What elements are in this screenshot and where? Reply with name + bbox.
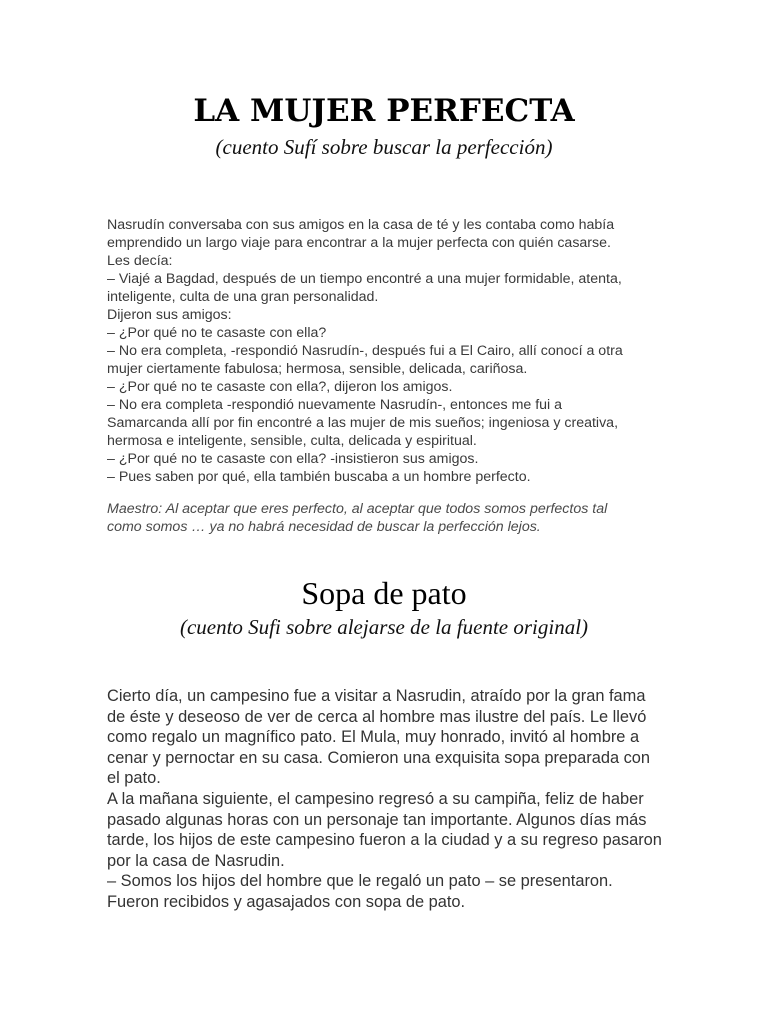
body-line: – No era completa -respondió nuevamente Nasrudín-, entonces me fui a bbox=[107, 397, 563, 413]
body-line: Fueron recibidos y agasajados con sopa de pato. bbox=[107, 892, 466, 911]
body-line: inteligente, culta de una gran personalidad. bbox=[107, 289, 379, 305]
body-line: de éste y deseoso de ver de cerca al hombre mas ilustre del país. Le llevó bbox=[107, 707, 647, 726]
body-line: tarde, los hijos de este campesino fueron a la ciudad y a su regreso pasaron bbox=[107, 831, 662, 850]
body-line: emprendido un largo viaje para encontrar a la mujer perfecta con quién casarse. bbox=[107, 235, 611, 251]
story-title: Sopa de pato bbox=[301, 575, 467, 611]
story-body bbox=[107, 216, 667, 486]
body-line: – Pues saben por qué, ella también buscaba a un hombre perfecto. bbox=[107, 469, 531, 485]
body-line: como regalo un magnífico pato. El Mula, muy honrado, invitó al hombre a bbox=[107, 728, 640, 747]
body-line: A la mañana siguiente, el campesino regresó a su campiña, feliz de haber bbox=[107, 789, 644, 808]
story-moral bbox=[107, 500, 667, 536]
body-line: Les decía: bbox=[107, 253, 173, 269]
moral-line: como somos … ya no habrá necesidad de buscar la perfección lejos. bbox=[107, 519, 541, 535]
body-line: el pato. bbox=[107, 769, 161, 788]
story-title: LA MUJER PERFECTA bbox=[193, 93, 575, 129]
story-la-mujer-perfecta bbox=[0, 92, 768, 535]
body-line: – Somos los hijos del hombre que le regaló un pato – se presentaron. bbox=[107, 872, 613, 891]
story-body bbox=[107, 686, 687, 913]
body-line: – ¿Por qué no te casaste con ella? -insistieron sus amigos. bbox=[107, 451, 479, 467]
body-line: cenar y pernoctar en su casa. Comieron una exquisita sopa preparada con bbox=[107, 748, 651, 767]
body-line: Dijeron sus amigos: bbox=[107, 307, 232, 323]
body-line: pasado algunas horas con un personaje tan importante. Algunos días más bbox=[107, 810, 647, 829]
story-subtitle: (cuento Sufi sobre alejarse de la fuente original) bbox=[179, 615, 589, 639]
body-line: – Viajé a Bagdad, después de un tiempo encontré a una mujer formidable, atenta, bbox=[107, 271, 622, 287]
body-line: Samarcanda allí por fin encontré a las mujer de mis sueños; ingeniosa y creativa, bbox=[107, 415, 619, 431]
moral-line: Maestro: Al aceptar que eres perfecto, al aceptar que todos somos perfectos tal bbox=[107, 501, 608, 517]
body-line: mujer ciertamente fabulosa; hermosa, sensible, delicada, cariñosa. bbox=[107, 361, 528, 377]
story-sopa-de-pato bbox=[0, 574, 768, 911]
body-line: por la casa de Nasrudin. bbox=[107, 851, 285, 870]
body-line: – ¿Por qué no te casaste con ella?, dijeron los amigos. bbox=[107, 379, 453, 395]
body-line: – ¿Por qué no te casaste con ella? bbox=[107, 325, 327, 341]
body-line: hermosa e inteligente, sensible, culta, delicada y espiritual. bbox=[107, 433, 477, 449]
body-line: Cierto día, un campesino fue a visitar a Nasrudin, atraído por la gran fama bbox=[107, 687, 646, 705]
body-line: Nasrudín conversaba con sus amigos en la casa de té y les contaba como había bbox=[107, 217, 615, 233]
story-subtitle: (cuento Sufí sobre buscar la perfección) bbox=[215, 135, 553, 159]
body-line: – No era completa, -respondió Nasrudín-, después fui a El Cairo, allí conocí a otra bbox=[107, 343, 623, 359]
